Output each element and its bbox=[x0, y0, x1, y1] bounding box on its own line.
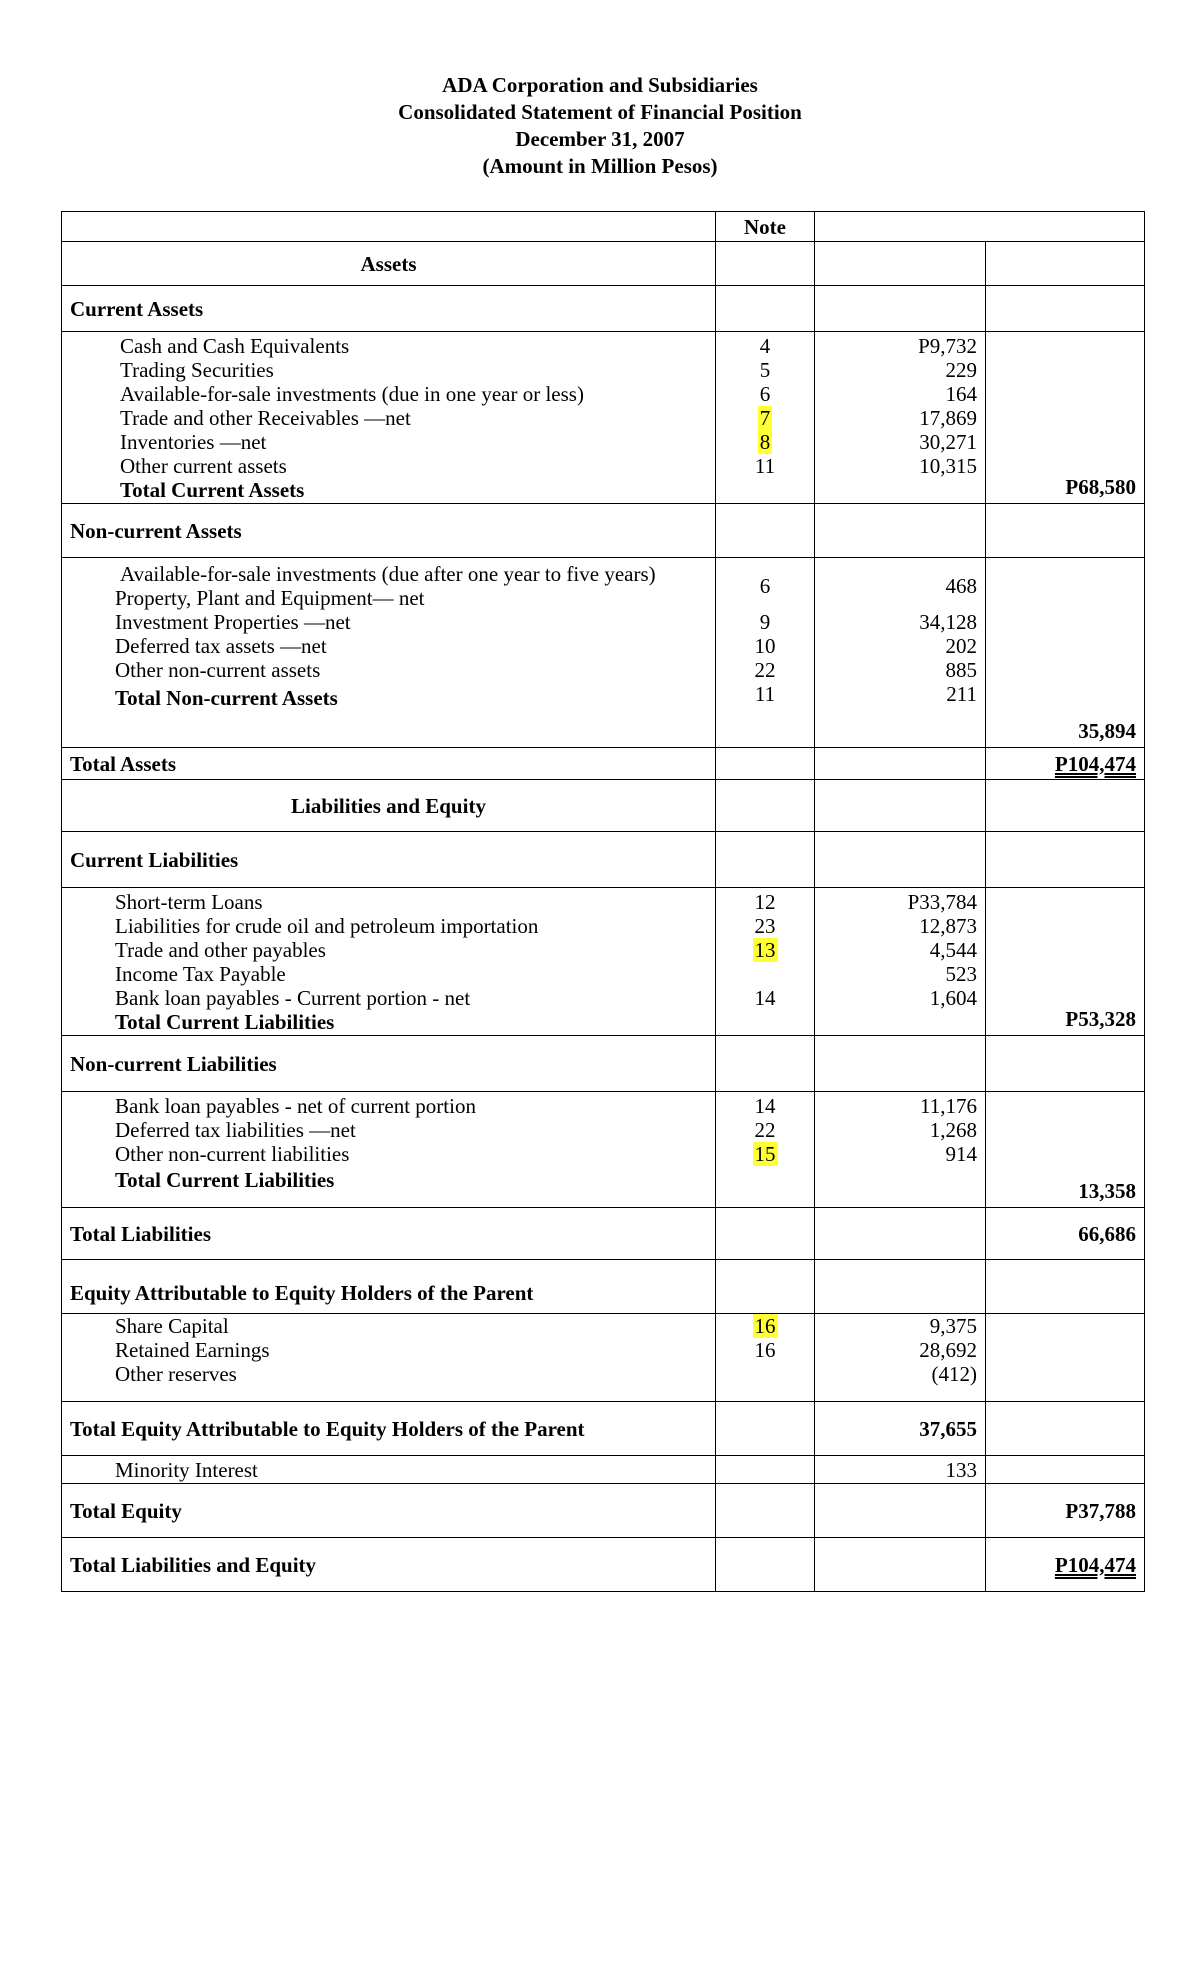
amount: P9,732 bbox=[918, 334, 977, 358]
amount-unit: (Amount in Million Pesos) bbox=[482, 154, 718, 178]
note-ref: 6 bbox=[759, 382, 771, 406]
amount: (412) bbox=[931, 1362, 977, 1386]
line-item-label: Available-for-sale investments (due in one year or less) bbox=[120, 382, 584, 406]
line-item-label: Inventories —net bbox=[120, 430, 267, 454]
current-liabilities-heading: Current Liabilities bbox=[62, 832, 716, 888]
noncurrent-liabilities-notes bbox=[716, 1092, 815, 1208]
amount: P33,784 bbox=[907, 890, 977, 914]
line-item-label: Available-for-sale investments (due after one year to five years) bbox=[120, 562, 656, 586]
current-assets-labels bbox=[62, 332, 716, 504]
note-ref: 14 bbox=[754, 1094, 776, 1118]
minority-interest-row bbox=[62, 1456, 1145, 1484]
note-column-header: Note bbox=[716, 212, 815, 242]
liabilities-equity-heading: Liabilities and Equity bbox=[62, 780, 716, 832]
note-ref: 22 bbox=[754, 1118, 776, 1142]
total-noncurrent-liabilities-label: Total Current Liabilities bbox=[115, 1168, 335, 1192]
amount: 17,869 bbox=[919, 406, 977, 430]
total-noncurrent-liabilities-cell bbox=[986, 1092, 1145, 1208]
blank-cell bbox=[815, 212, 1145, 242]
highlighted-note-ref: 8 bbox=[759, 430, 771, 454]
line-item-label: Trade and other payables bbox=[115, 938, 326, 962]
total-liabilities-equity-row bbox=[62, 1538, 1145, 1592]
equity-amounts bbox=[815, 1314, 986, 1402]
current-liabilities-amounts bbox=[815, 888, 986, 1036]
noncurrent-liabilities-block bbox=[62, 1092, 1145, 1208]
noncurrent-assets-heading: Non-current Assets bbox=[62, 504, 716, 558]
noncurrent-assets-block bbox=[62, 558, 1145, 748]
total-liabilities-equity: P104,474 bbox=[1054, 1552, 1136, 1577]
highlighted-note-ref: 7 bbox=[759, 406, 771, 430]
line-item-label: Other current assets bbox=[120, 454, 287, 478]
line-item-label: Other reserves bbox=[115, 1362, 237, 1386]
note-ref: 12 bbox=[754, 890, 776, 914]
line-item-label: Deferred tax assets —net bbox=[115, 634, 327, 658]
total-noncurrent-assets-cell bbox=[986, 558, 1145, 748]
current-assets-amounts bbox=[815, 332, 986, 504]
amount: 12,873 bbox=[919, 914, 977, 938]
total-current-assets-cell bbox=[986, 332, 1145, 504]
line-item-label: Property, Plant and Equipment— net bbox=[115, 586, 425, 610]
line-item-label: Investment Properties —net bbox=[115, 610, 351, 634]
line-item-label: Bank loan payables - Current portion - net bbox=[115, 986, 471, 1010]
amount: 9,375 bbox=[929, 1314, 977, 1338]
total-liabilities-equity-label: Total Liabilities and Equity bbox=[62, 1538, 716, 1592]
noncurrent-assets-labels bbox=[62, 558, 716, 748]
line-item-label: Deferred tax liabilities —net bbox=[115, 1118, 356, 1142]
total-noncurrent-assets-label: Total Non-current Assets bbox=[115, 686, 338, 710]
amount: 30,271 bbox=[919, 430, 977, 454]
amount: 523 bbox=[945, 962, 977, 986]
amount: 914 bbox=[945, 1142, 977, 1166]
noncurrent-liabilities-labels bbox=[62, 1092, 716, 1208]
minority-interest-label: Minority Interest bbox=[62, 1456, 716, 1484]
note-ref: 22 bbox=[754, 658, 776, 682]
highlighted-note-ref: 15 bbox=[754, 1142, 776, 1166]
note-ref: 5 bbox=[759, 358, 771, 382]
section-row bbox=[62, 1260, 1145, 1314]
total-current-liabilities-cell bbox=[986, 888, 1145, 1036]
current-liabilities-block bbox=[62, 888, 1145, 1036]
total-liabilities: 66,686 bbox=[986, 1208, 1145, 1260]
line-item-label: Bank loan payables - net of current portion bbox=[115, 1094, 476, 1118]
current-assets-notes bbox=[716, 332, 815, 504]
amount: 229 bbox=[945, 358, 977, 382]
note-ref: 16 bbox=[754, 1338, 776, 1362]
note-ref: 14 bbox=[754, 986, 776, 1010]
noncurrent-liabilities-amounts bbox=[815, 1092, 986, 1208]
section-row bbox=[62, 832, 1145, 888]
total-current-liabilities-label: Total Current Liabilities bbox=[115, 1010, 335, 1034]
total-assets-label: Total Assets bbox=[62, 748, 716, 780]
section-row bbox=[62, 1036, 1145, 1092]
line-item-label: Share Capital bbox=[115, 1314, 229, 1338]
blank-cell bbox=[62, 212, 716, 242]
noncurrent-liabilities-heading: Non-current Liabilities bbox=[62, 1036, 716, 1092]
note-ref: 23 bbox=[754, 914, 776, 938]
line-item-label: Trading Securities bbox=[120, 358, 274, 382]
current-assets-block bbox=[62, 332, 1145, 504]
line-item-label: Liabilities for crude oil and petroleum importation bbox=[115, 914, 539, 938]
noncurrent-assets-amounts bbox=[815, 558, 986, 748]
amount: 1,268 bbox=[929, 1118, 977, 1142]
amount: 164 bbox=[945, 382, 977, 406]
total-equity-parent-label: Total Equity Attributable to Equity Holders of the Parent bbox=[62, 1402, 716, 1456]
amount: 11,176 bbox=[920, 1094, 977, 1118]
line-item-label: Cash and Cash Equivalents bbox=[120, 334, 350, 358]
amount: 1,604 bbox=[929, 986, 977, 1010]
total-noncurrent-liabilities: 13,358 bbox=[1078, 1179, 1136, 1203]
amount: 28,692 bbox=[919, 1338, 977, 1362]
current-assets-heading: Current Assets bbox=[62, 286, 716, 332]
section-row bbox=[62, 286, 1145, 332]
amount: 10,315 bbox=[919, 454, 977, 478]
total-assets-row bbox=[62, 748, 1145, 780]
equity-notes bbox=[716, 1314, 815, 1402]
equity-heading: Equity Attributable to Equity Holders of the Parent bbox=[62, 1260, 716, 1314]
note-ref: 11 bbox=[754, 454, 776, 478]
current-liabilities-notes bbox=[716, 888, 815, 1036]
line-item-label: Other non-current liabilities bbox=[115, 1142, 350, 1166]
amount: 468 bbox=[945, 574, 977, 598]
note-ref: 6 bbox=[759, 574, 771, 598]
minority-interest: 133 bbox=[815, 1456, 986, 1484]
note-ref: 4 bbox=[759, 334, 771, 358]
note-ref bbox=[724, 962, 806, 986]
company-name: ADA Corporation and Subsidiaries bbox=[442, 73, 758, 97]
total-equity-parent: 37,655 bbox=[815, 1402, 986, 1456]
total-equity-parent-row bbox=[62, 1402, 1145, 1456]
amount: 885 bbox=[945, 658, 977, 682]
total-noncurrent-assets: 35,894 bbox=[1078, 719, 1136, 743]
statement-date: December 31, 2007 bbox=[515, 127, 685, 151]
equity-block bbox=[62, 1314, 1145, 1402]
amount: 211 bbox=[946, 682, 977, 706]
statement-title: Consolidated Statement of Financial Position bbox=[398, 100, 802, 124]
line-item-label: Income Tax Payable bbox=[115, 962, 286, 986]
assets-heading-row bbox=[62, 242, 1145, 286]
amount: 4,544 bbox=[929, 938, 977, 962]
financial-position-table bbox=[61, 211, 1145, 1592]
current-liabilities-labels bbox=[62, 888, 716, 1036]
line-item-label: Short-term Loans bbox=[115, 890, 263, 914]
total-equity-row bbox=[62, 1484, 1145, 1538]
total-equity: P37,788 bbox=[986, 1484, 1145, 1538]
highlighted-note-ref: 16 bbox=[754, 1314, 776, 1338]
amount: 34,128 bbox=[919, 610, 977, 634]
line-item-label: Other non-current assets bbox=[115, 658, 321, 682]
noncurrent-assets-notes bbox=[716, 558, 815, 748]
line-item-label: Trade and other Receivables —net bbox=[120, 406, 411, 430]
equity-labels bbox=[62, 1314, 716, 1402]
total-current-liabilities: P53,328 bbox=[1065, 1007, 1136, 1031]
total-current-assets-label: Total Current Assets bbox=[120, 478, 305, 502]
column-header-row bbox=[62, 212, 1145, 242]
total-liabilities-label: Total Liabilities bbox=[62, 1208, 716, 1260]
line-item-label: Retained Earnings bbox=[115, 1338, 270, 1362]
assets-heading: Assets bbox=[62, 242, 716, 286]
total-current-assets: P68,580 bbox=[1065, 475, 1136, 499]
note-ref: 11 bbox=[754, 682, 776, 706]
note-ref: 10 bbox=[754, 634, 776, 658]
amount: 202 bbox=[945, 634, 977, 658]
section-row bbox=[62, 504, 1145, 558]
note-ref: 9 bbox=[759, 610, 771, 634]
total-liabilities-row bbox=[62, 1208, 1145, 1260]
total-equity-label: Total Equity bbox=[62, 1484, 716, 1538]
highlighted-note-ref: 13 bbox=[754, 938, 776, 962]
statement-header bbox=[0, 72, 1200, 180]
liabilities-heading-row bbox=[62, 780, 1145, 832]
note-ref bbox=[724, 1362, 806, 1386]
total-assets: P104,474 bbox=[1054, 751, 1136, 776]
